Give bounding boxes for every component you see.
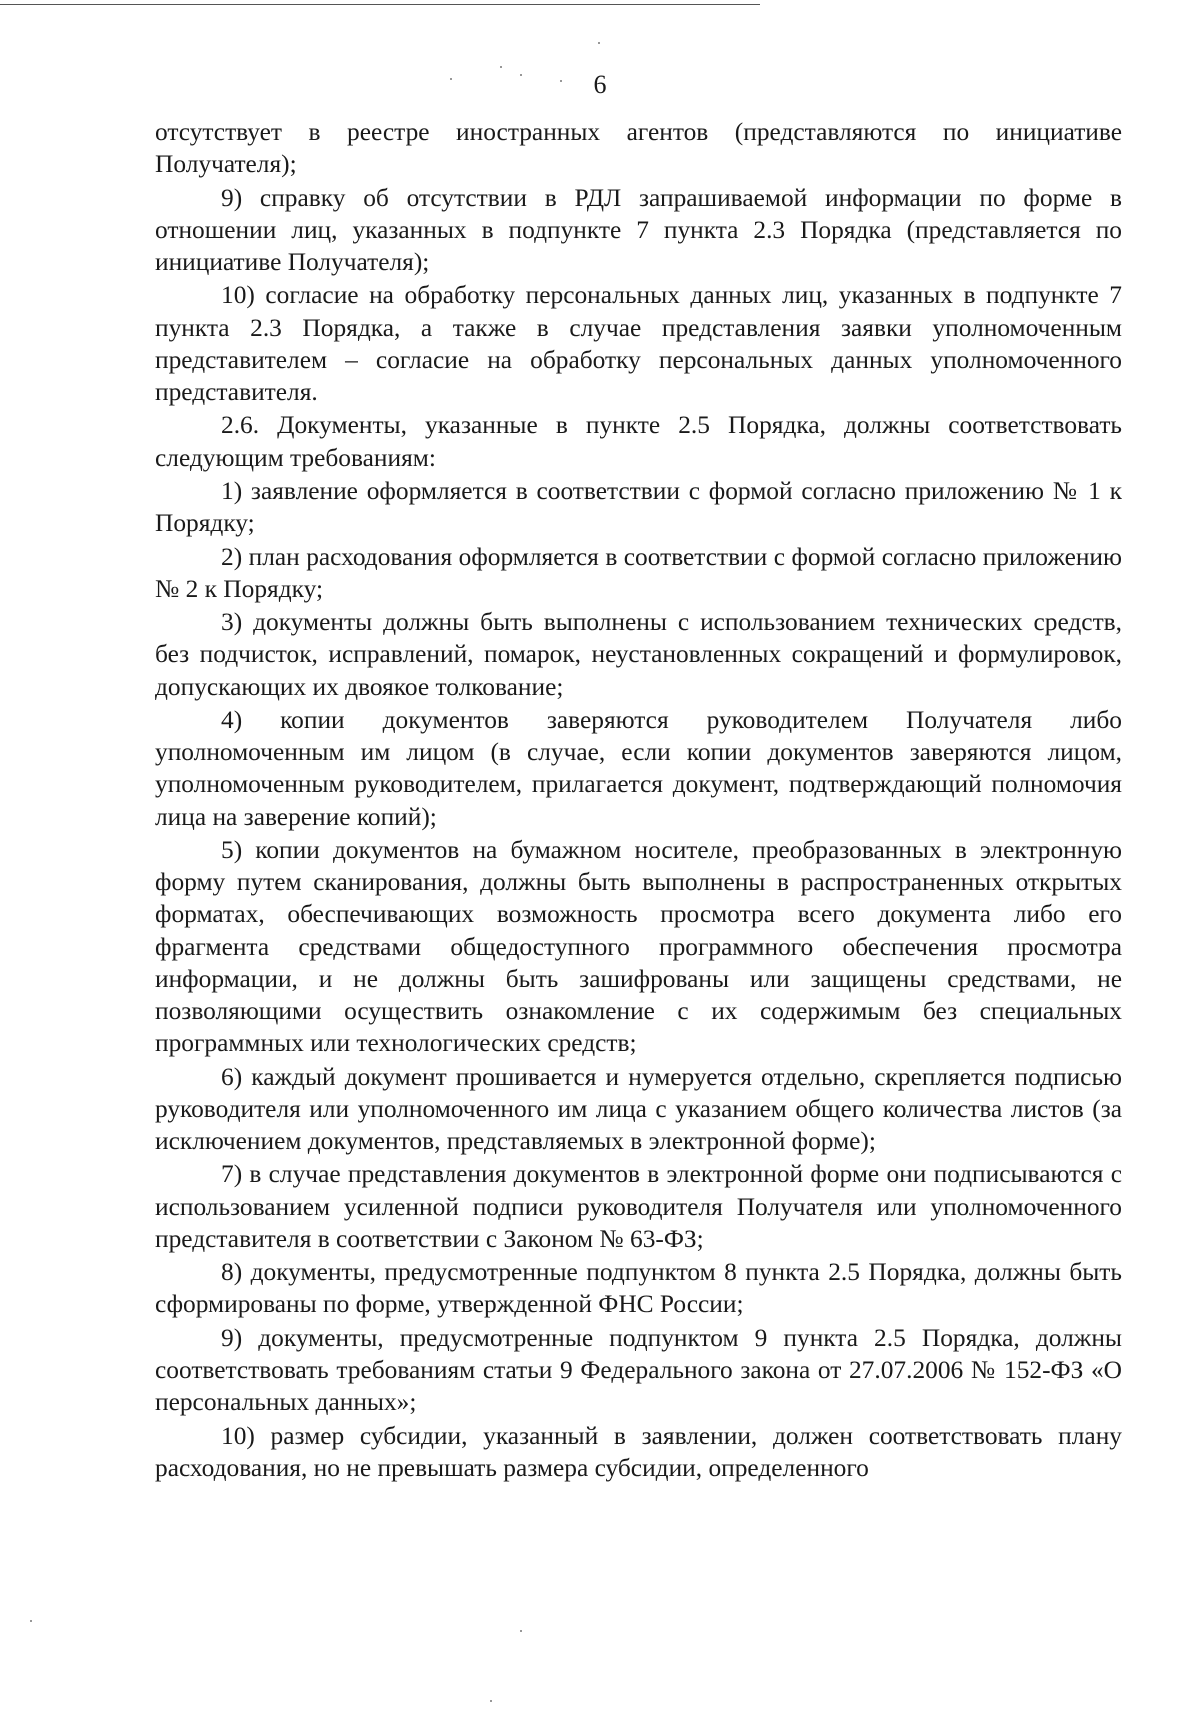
paragraph-requirement-2: 2) план расходования оформляется в соответствии с формой согласно приложению № 2 к Порядку; — [155, 542, 1122, 603]
paragraph-requirement-5: 5) копии документов на бумажном носителе, преобразованных в электронную форму путем сканирования, должны быть выполнены в распространенных открытых форматах, обеспечивающих возможность просмотра всего документа либо его фрагмента средствами общедоступного программного обеспечения просмотра информации, и не должны быть зашифрованы или защищены средствами, не позволяющими осуществить ознакомление с их содержимым без специальных программных или технологических средств; — [155, 835, 1122, 1058]
paragraph-requirement-8: 8) документы, предусмотренные подпунктом 8 пункта 2.5 Порядка, должны быть сформированы по форме, утвержденной ФНС России; — [155, 1258, 1122, 1319]
scan-speck — [560, 80, 562, 82]
scan-speck — [490, 1700, 492, 1702]
paragraph-requirement-10: 10) размер субсидии, указанный в заявлении, должен соответствовать плану расходования, но не превышать размера субсидии, определенного — [155, 1421, 1122, 1482]
scan-speck — [450, 78, 452, 80]
document-body — [155, 116, 1122, 1485]
scan-speck — [520, 74, 522, 76]
paragraph-requirement-1: 1) заявление оформляется в соответствии с формой согласно приложению № 1 к Порядку; — [155, 476, 1122, 538]
scan-speck — [520, 1630, 522, 1632]
paragraph-continuation: отсутствует в реестре иностранных агентов (представляются по инициативе Получателя); — [155, 118, 1122, 179]
paragraph-item-9: 9) справку об отсутствии в РДЛ запрашиваемой информации по форме в отношении лиц, указанных в подпункте 7 пункта 2.3 Порядка (представляется по инициативе Получателя); — [155, 183, 1122, 276]
scan-speck — [598, 42, 600, 44]
paragraph-requirement-9: 9) документы, предусмотренные подпунктом 9 пункта 2.5 Порядка, должны соответствовать требованиям статьи 9 Федерального закона от 27.07.2006 № 152-ФЗ «О персональных данных»; — [155, 1323, 1122, 1417]
paragraph-requirement-3: 3) документы должны быть выполнены с использованием технических средств, без подчисток, исправлений, помарок, неустановленных сокращений и формулировок, допускающих их двоякое толкование; — [155, 608, 1122, 701]
scan-speck — [500, 66, 502, 68]
paragraph-requirement-4: 4) копии документов заверяются руководителем Получателя либо уполномоченным им лицом (в случае, если копии документов заверяются лицом, уполномоченным руководителем, прилагается документ, подтверждающий полномочия лица на заверение копий); — [155, 705, 1122, 831]
scan-speck — [30, 1620, 32, 1622]
paragraph-item-10: 10) согласие на обработку персональных данных лиц, указанных в подпункте 7 пункта 2.3 Порядка, а также в случае представления заявки уполномоченным представителем – согласие на обработку персональных данных уполномоченного представителя. — [155, 281, 1122, 406]
page-number: 6 — [593, 70, 607, 99]
top-border-line — [0, 4, 760, 5]
paragraph-requirement-7: 7) в случае представления документов в электронной форме они подписываются с использованием усиленной подписи руководителя Получателя или уполномоченного представителя в соответствии с Законом № 63-ФЗ; — [155, 1160, 1122, 1253]
paragraph-section-2-6: 2.6. Документы, указанные в пункте 2.5 Порядка, должны соответствовать следующим требованиям: — [155, 411, 1122, 472]
paragraph-requirement-6: 6) каждый документ прошивается и нумеруется отдельно, скрепляется подписью руководителя или уполномоченного им лица с указанием общего количества листов (за исключением документов, представляемых в электронной форме); — [155, 1062, 1122, 1155]
